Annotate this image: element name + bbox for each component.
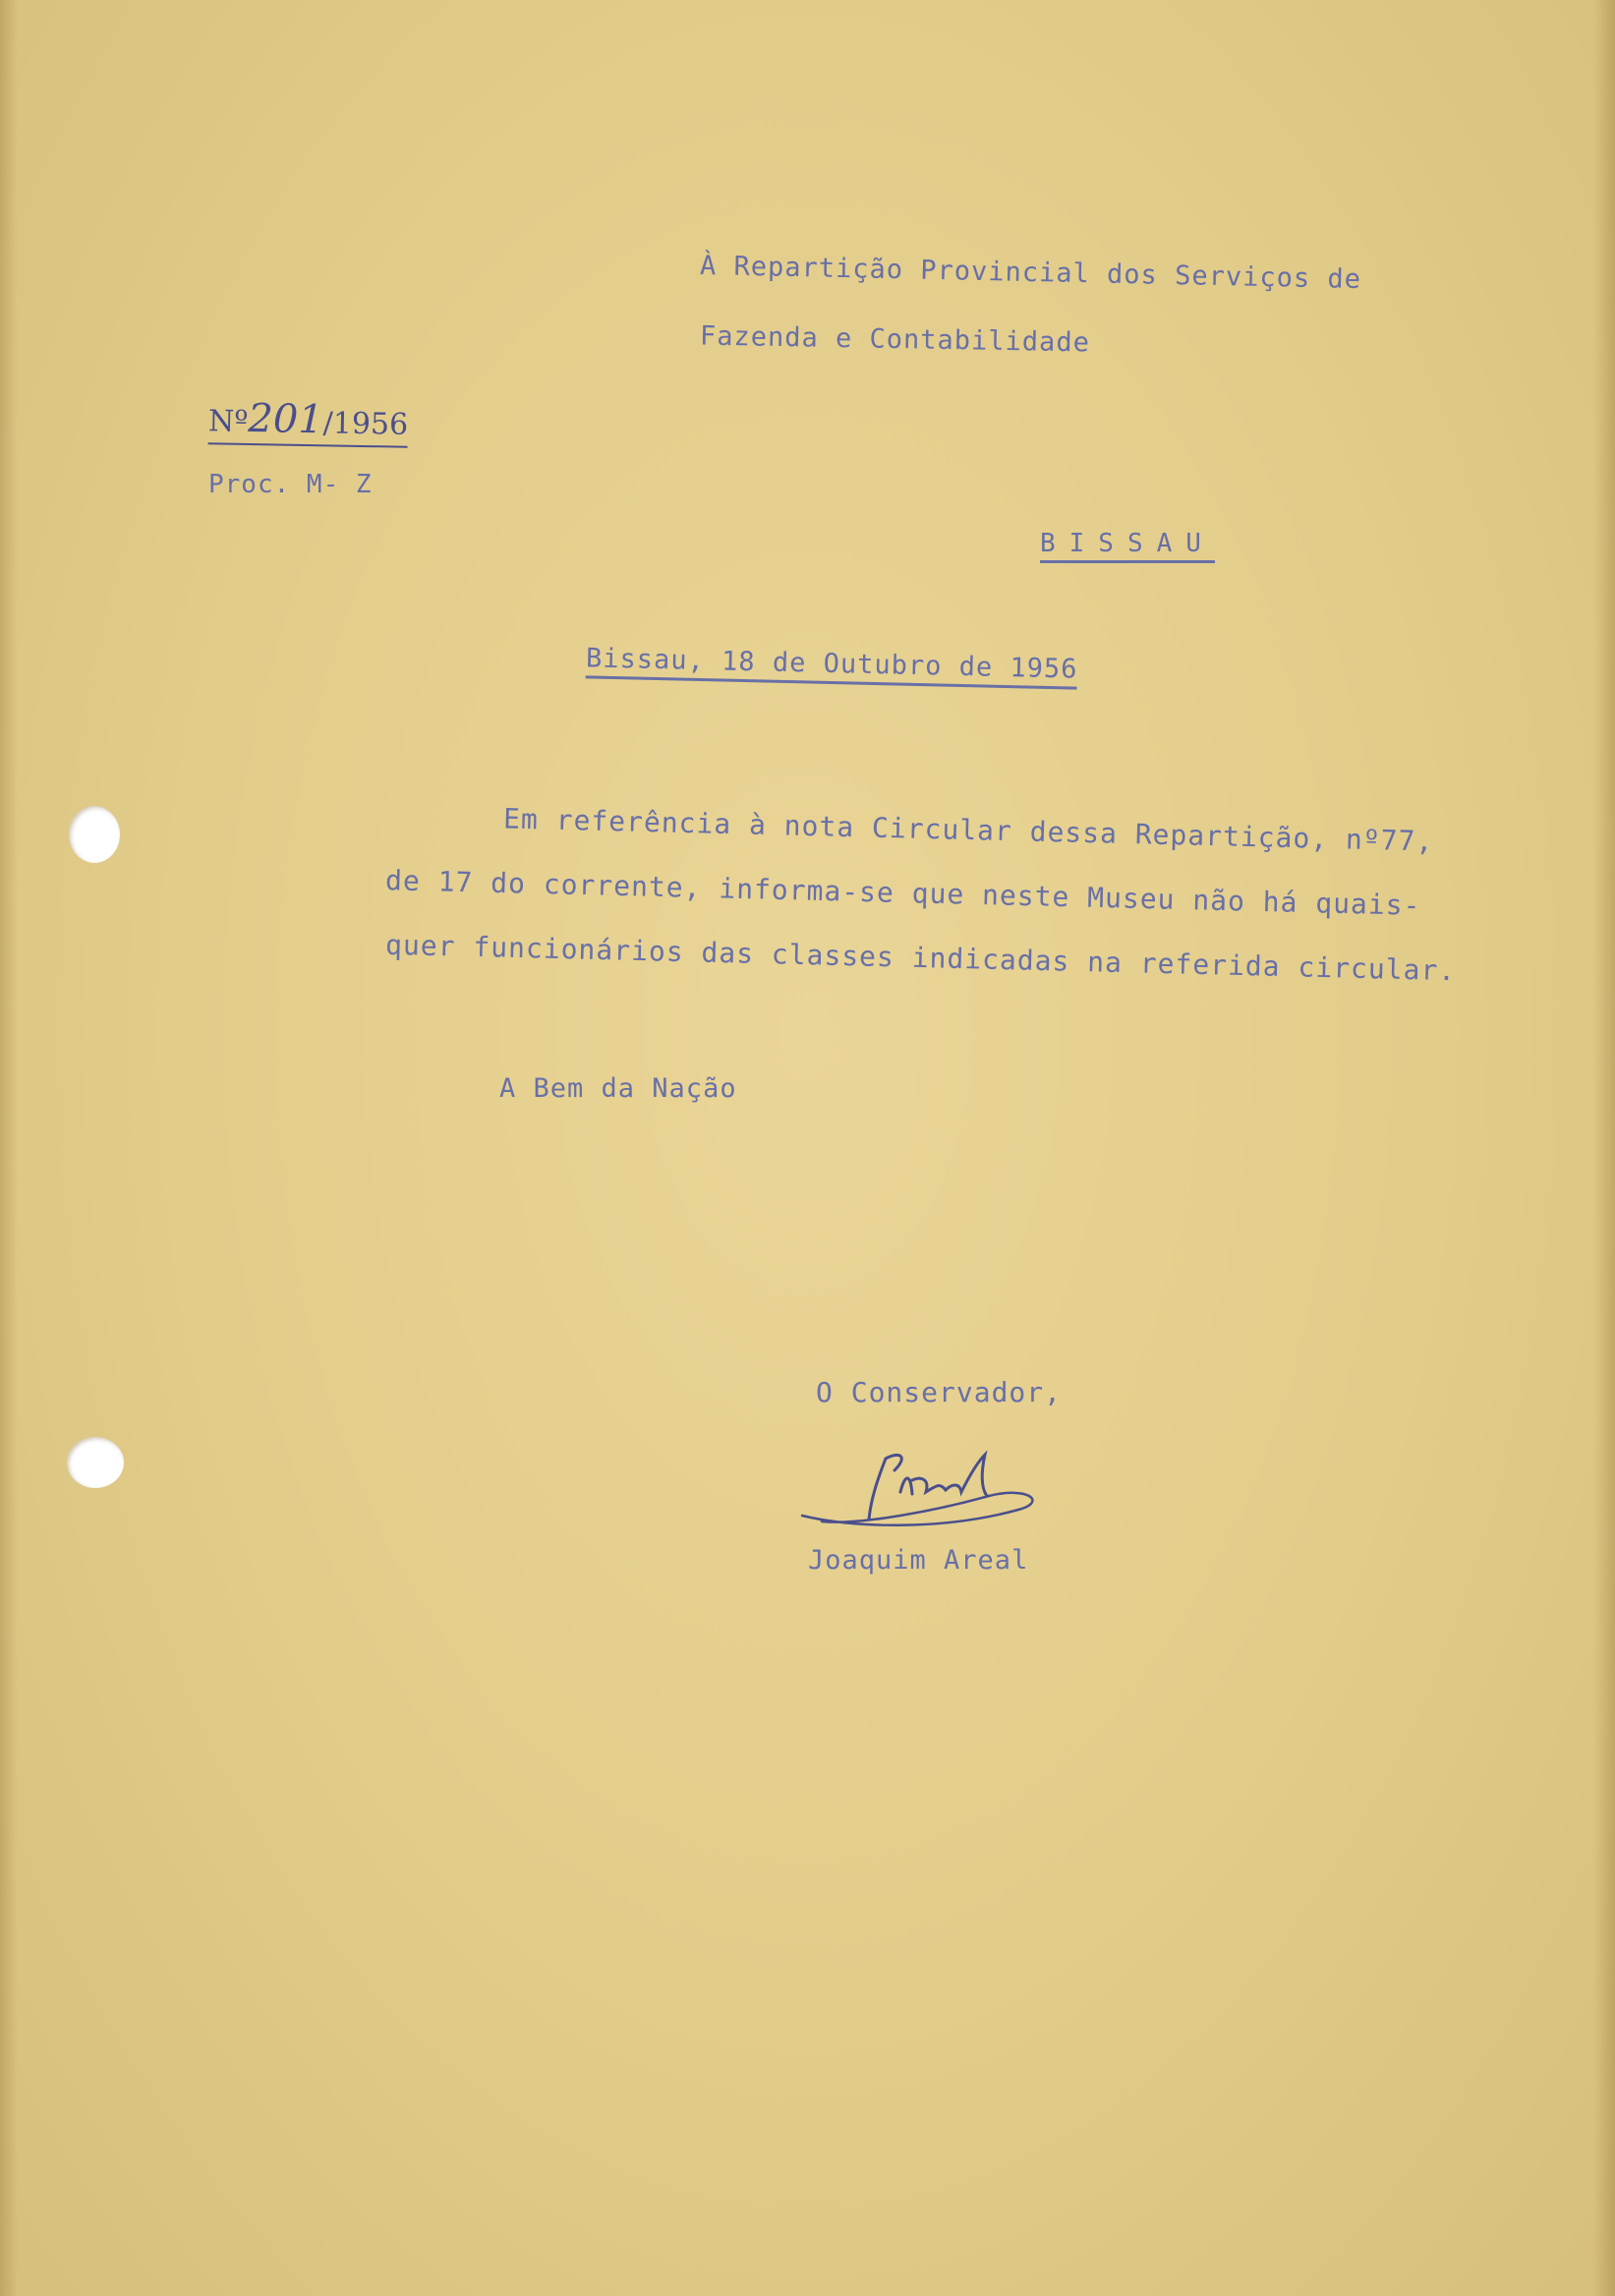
process-reference: Proc. M- Z: [208, 470, 373, 499]
date-line: Bissau, 18 de Outubro de 1956: [586, 643, 1078, 689]
punch-hole-bottom: [67, 1437, 124, 1488]
body-line-3: quer funcionários das classes indicadas na referida circular.: [384, 928, 1457, 988]
left-edge-shadow: [0, 0, 18, 2296]
addressee-line-2: Fazenda e Contabilidade: [699, 320, 1091, 359]
body-line-1: Em referência à nota Circular dessa Repartição, nº77,: [502, 802, 1434, 858]
closing-salutation: A Bem da Nação: [499, 1073, 737, 1104]
addressee-line-1: À Repartição Provincial dos Serviços de: [699, 250, 1362, 296]
reference-number: [208, 395, 409, 448]
right-edge-shadow: [1593, 0, 1615, 2296]
reference-number-handwritten: 201: [248, 395, 324, 443]
reference-number-year: /1956: [322, 406, 409, 442]
destination-city: BISSAU: [1040, 529, 1215, 563]
signatory-name: Joaquim Areal: [808, 1545, 1029, 1576]
punch-hole-top: [69, 806, 120, 863]
signatory-role: O Conservador,: [816, 1376, 1063, 1408]
handwritten-signature: [792, 1437, 1097, 1545]
reference-number-prefix: Nº: [207, 404, 249, 439]
body-line-2: de 17 do corrente, informa-se que neste Museu não há quais-: [384, 864, 1421, 922]
